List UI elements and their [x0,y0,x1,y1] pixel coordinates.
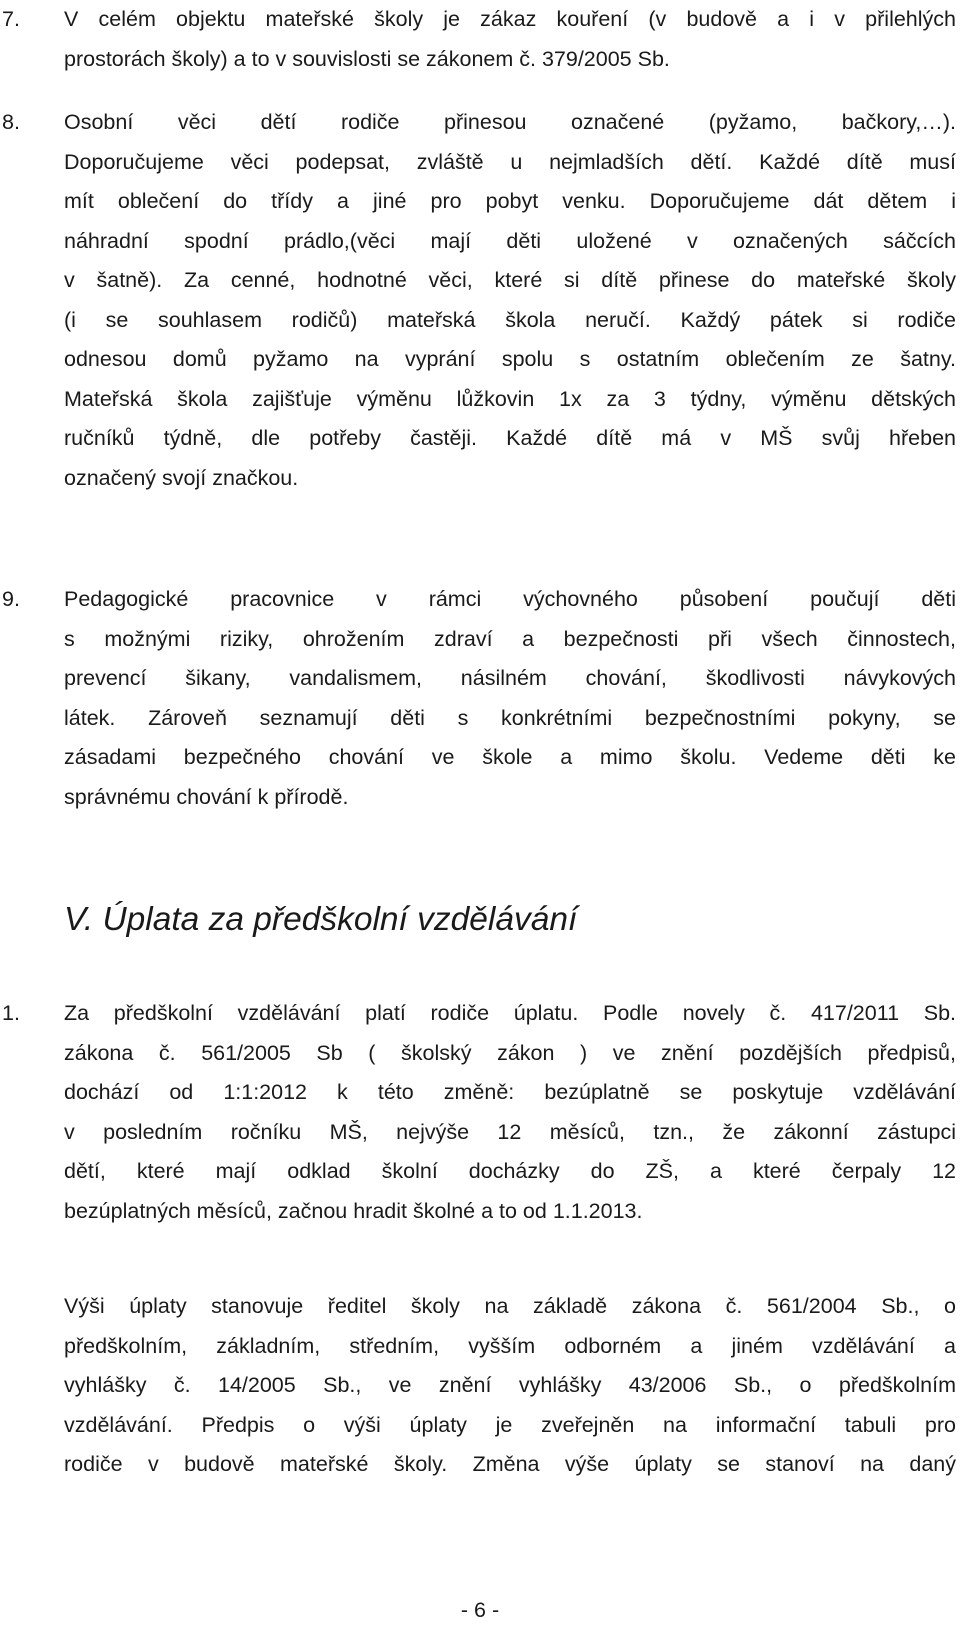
text-line: správnému chování k přírodě. [64,784,349,809]
text-line: prostorách školy) a to v souvislosti se zákonem č. 379/2005 Sb. [64,46,670,71]
item-number: 7. [2,7,20,31]
item-text [64,0,956,79]
item-number: 8. [2,110,20,134]
item-text [64,580,956,817]
text-line: bezúplatných měsíců, začnou hradit školné a to od 1.1.2013. [64,1198,643,1223]
text-line: ručníků týdně, dle potřeby častěji. Každé dítě má v MŠ svůj hřeben [64,426,956,450]
text-line: mít oblečení do třídy a jiné pro pobyt venku. Doporučujeme dát dětem i [64,189,956,213]
text-line: vzdělávání. Předpis o výši úplaty je zveřejněn na informační tabuli pro [64,1412,956,1437]
text-line: Za předškolní vzdělávání platí rodiče úplatu. Podle novely č. 417/2011 Sb. [64,1001,956,1025]
text-line: zásadami bezpečného chování ve škole a mimo školu. Vedeme děti ke [64,745,956,769]
item-number: 9. [2,587,20,611]
text-line: odnesou domů pyžamo na vyprání spolu s ostatním oblečením ze šatny. [64,347,956,371]
text-line: vyhlášky č. 14/2005 Sb., ve znění vyhlášky 43/2006 Sb., o předškolním [64,1373,956,1397]
text-line: dětí, které mají odklad školní docházky do ZŠ, a které čerpaly 12 [64,1159,956,1183]
text-line: s možnými riziky, ohrožením zdraví a bezpečnosti při všech činnostech, [64,626,956,651]
item-text [64,103,956,498]
text-line: (i se souhlasem rodičů) mateřská škola neručí. Každý pátek si rodiče [64,307,956,332]
text-line: náhradní spodní prádlo,(věci mají děti uložené v označených sáčcích [64,228,956,253]
text-line: v šatně). Za cenné, hodnotné věci, které si dítě přinese do mateřské školy [64,268,956,292]
item-text [64,994,956,1231]
text-line: v posledním ročníku MŠ, nejvýše 12 měsíců, tzn., že zákonní zástupci [64,1119,956,1144]
text-line: Doporučujeme věci podepsat, zvláště u nejmladších dětí. Každé dítě musí [64,149,956,174]
text-line: zákona č. 561/2005 Sb ( školský zákon ) ve znění pozdějších předpisů, [64,1040,956,1065]
text-line: označený svojí značkou. [64,465,299,490]
text-line: předškolním, základním, středním, vyšším odborném a jiném vzdělávání a [64,1333,956,1358]
text-line: Mateřská škola zajišťuje výměnu lůžkovin 1x za 3 týdny, výměnu dětských [64,386,956,411]
text-line: dochází od 1:1:2012 k této změně: bezúplatně se poskytuje vzdělávání [64,1080,956,1104]
paragraph-text [64,1287,956,1485]
section-heading: V. Úplata za předškolní vzdělávání [64,901,578,938]
text-line: Osobní věci dětí rodiče přinesou označené (pyžamo, bačkory,…). [64,110,956,134]
item-number: 1. [2,1001,20,1025]
text-line: Výši úplaty stanovuje ředitel školy na základě zákona č. 561/2004 Sb., o [64,1294,956,1318]
text-line: rodiče v budově mateřské školy. Změna výše úplaty se stanoví na daný [64,1452,956,1476]
text-line: Pedagogické pracovnice v rámci výchovného působení poučují děti [64,587,956,611]
text-line: prevencí šikany, vandalismem, násilném chování, škodlivosti návykových [64,666,956,690]
text-line: látek. Zároveň seznamují děti s konkrétními bezpečnostními pokyny, se [64,705,956,730]
page-number: - 6 - [460,1598,500,1622]
text-line: V celém objektu mateřské školy je zákaz kouření (v budově a i v přilehlých [64,7,956,31]
